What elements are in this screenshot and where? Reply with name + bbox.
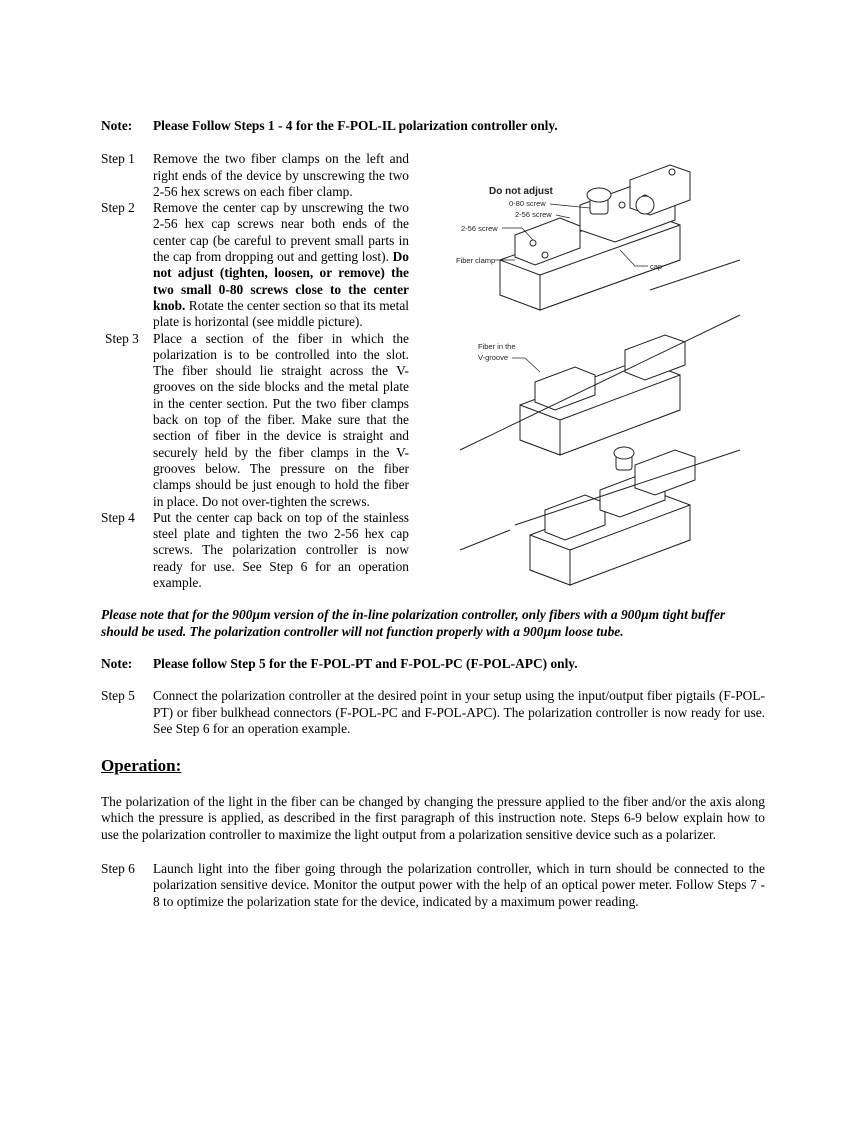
label-080-screw: 0-80 screw xyxy=(509,199,546,209)
label-fiber-clamp: Fiber clamp xyxy=(456,256,496,266)
step-6 xyxy=(101,861,765,910)
step-text-a: Remove the center cap by unscrewing the two 2-56 hex cap screws near both ends of the center cap (be careful to prevent small parts in the cap from dropping out and getting lost). xyxy=(153,200,409,265)
label-256-screw-left: 2-56 screw xyxy=(461,224,498,234)
step-text: Launch light into the fiber going through the polarization controller, which in turn should be connected to the polarization sensitive device. Monitor the output power with the help of an optical power meter. Follow Steps 7 - 8 to optimize the polarization state for the device, indicated by a maximum power reading. xyxy=(153,860,765,909)
note-fpol-il xyxy=(101,118,765,134)
step-text xyxy=(153,200,409,330)
step-label: Step 6 xyxy=(101,860,135,876)
step-1 xyxy=(101,151,409,200)
label-fiber-vgroove-2: V-groove xyxy=(478,353,509,363)
step-2 xyxy=(101,200,409,330)
note-text: Please follow Step 5 for the F-POL-PT and F-POL-PC (F-POL-APC) only. xyxy=(153,655,578,671)
note-label: Note: xyxy=(101,118,133,133)
step-text: Put the center cap back on top of the stainless steel plate and tighten the two 2-56 hex cap screws. The polarization controller is now ready for use. See Step 6 for an operation example. xyxy=(153,509,409,591)
document-page xyxy=(101,118,765,910)
steps-column xyxy=(101,151,409,591)
step-3 xyxy=(101,331,409,510)
italic-note: Please note that for the 900µm version of the in-line polarization controller, only fibers with a 900µm tight buffer should be used. The polarization controller will not function properly with a 900µm loose tube. xyxy=(101,607,726,639)
step-4 xyxy=(101,510,409,591)
step-5 xyxy=(101,688,765,737)
step-label: Step 5 xyxy=(101,688,135,704)
step-text: Remove the two fiber clamps on the left and right ends of the device by unscrewing the two 2-56 hex screws on each fiber clamp. xyxy=(153,151,409,199)
step-label: Step 2 xyxy=(101,200,135,216)
warning-text: Do not adjust (tighten, loosen, or remove) the two small 0-80 screws close to the center knob. xyxy=(153,249,409,313)
label-fiber-vgroove-1: Fiber in the xyxy=(478,342,516,352)
note-text: Please Follow Steps 1 - 4 for the F-POL-IL polarization controller only. xyxy=(153,118,558,133)
label-do-not-adjust: Do not adjust xyxy=(489,186,553,198)
step-label: Step 3 xyxy=(105,330,139,346)
note-label: Note: xyxy=(101,655,133,671)
operation-paragraph: The polarization of the light in the fiber can be changed by changing the pressure applied to the fiber and/or the axis along which the pressure is applied, as described in the first paragraph of this instruction note. Steps 6-9 below explain how to use the polarization controller to maximize the light output from a polarization sensitive device such as a polarizer. xyxy=(101,794,765,842)
step-text-b: Rotate the center section so that its metal plate is horizontal (see middle picture). xyxy=(153,297,409,330)
note-fpol-pt-pc xyxy=(101,656,765,672)
step-text: Place a section of the fiber in which the polarization is to be controlled into the slot. The fiber should lie straight across the V-grooves on the side blocks and the metal plate in the center section. Put the two fiber clamps back on top of the fiber. Make sure that the section of fiber in the device is straight and securely held by the fiber clamps in the V-grooves below. The pressure on the fiber clamps should be just enough to hold the fiber in place. Do not over-tighten the screws. xyxy=(153,330,409,509)
controller-figure xyxy=(440,150,770,620)
device-assembled-drawing xyxy=(460,447,740,585)
label-cap: cap xyxy=(650,262,663,272)
operation-heading: Operation: xyxy=(101,756,182,776)
label-256-screw-top: 2-56 screw xyxy=(515,210,552,220)
device-fiber-in-groove-drawing xyxy=(460,315,740,455)
step-label: Step 4 xyxy=(101,509,135,525)
steps-and-figure xyxy=(101,151,765,591)
step-text: Connect the polarization controller at the desired point in your setup using the input/output fiber pigtails (F-POL-PT) or fiber bulkhead connectors (F-POL-PC and F-POL-APC). The polarization controller is now ready for use. See Step 6 for an operation example. xyxy=(153,688,765,736)
step-label: Step 1 xyxy=(101,151,135,167)
